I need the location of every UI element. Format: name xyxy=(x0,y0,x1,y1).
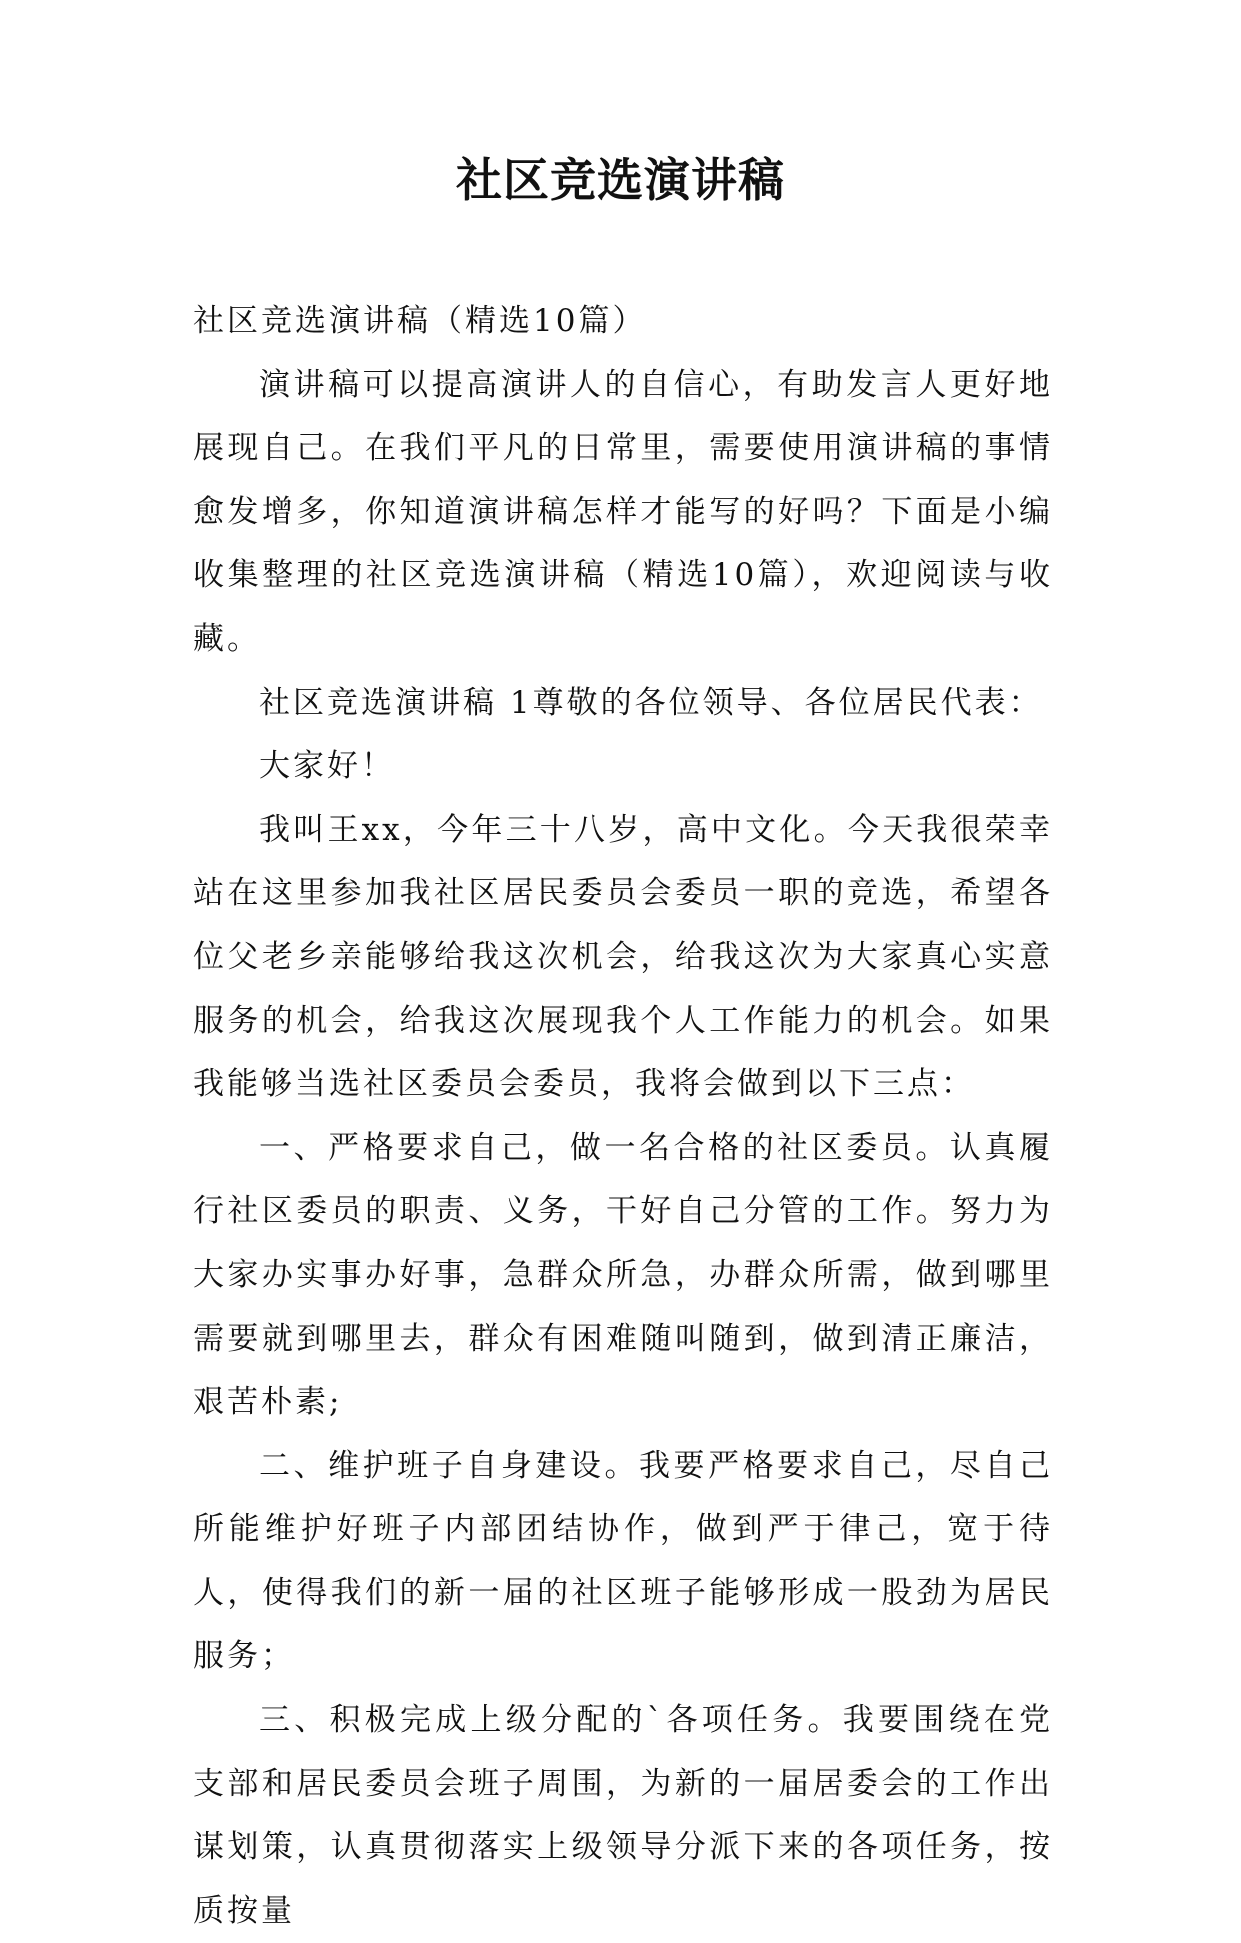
paragraph-intro: 演讲稿可以提高演讲人的自信心，有助发言人更好地展现自己。在我们平凡的日常里，需要使用演讲稿的事情愈发增多，你知道演讲稿怎样才能写的好吗？下面是小编收集整理的社区竞选演讲稿（精选10篇），欢迎阅读与收藏。 xyxy=(193,366,1053,657)
document-title: 社区竞选演讲稿 xyxy=(456,153,785,207)
paragraph-subtitle: 社区竞选演讲稿（精选10篇） xyxy=(193,303,647,339)
paragraph-point-one: 一、严格要求自己，做一名合格的社区委员。认真履行社区委员的职责、义务，干好自己分管的工作。努力为大家办实事办好事，急群众所急，办群众所需，做到哪里需要就到哪里去，群众有困难随叫随到，做到清正廉洁，艰苦朴素; xyxy=(193,1129,1053,1421)
document-body xyxy=(193,290,1053,1943)
paragraph-greeting: 大家好！ xyxy=(259,748,395,785)
paragraph-point-three: 三、积极完成上级分配的`各项任务。我要围绕在党支部和居民委员会班子周围，为新的一届居委会的工作出谋划策，认真贯彻落实上级领导分派下来的各项任务，按质按量 xyxy=(193,1702,1053,1929)
paragraph-point-two: 二、维护班子自身建设。我要严格要求自己，尽自己所能维护好班子内部团结协作，做到严于律己，宽于待人，使得我们的新一届的社区班子能够形成一股劲为居民服务； xyxy=(193,1447,1053,1675)
paragraph-self-introduction: 我叫王xx，今年三十八岁，高中文化。今天我很荣幸站在这里参加我社区居民委员会委员一职的竞选，希望各位父老乡亲能够给我这次机会，给我这次为大家真心实意服务的机会，给我这次展现我个人工作能力的机会。如果我能够当选社区委员会委员，我将会做到以下三点： xyxy=(193,811,1053,1103)
paragraph-salutation: 社区竞选演讲稿 1尊敬的各位领导、各位居民代表： xyxy=(259,684,1043,721)
